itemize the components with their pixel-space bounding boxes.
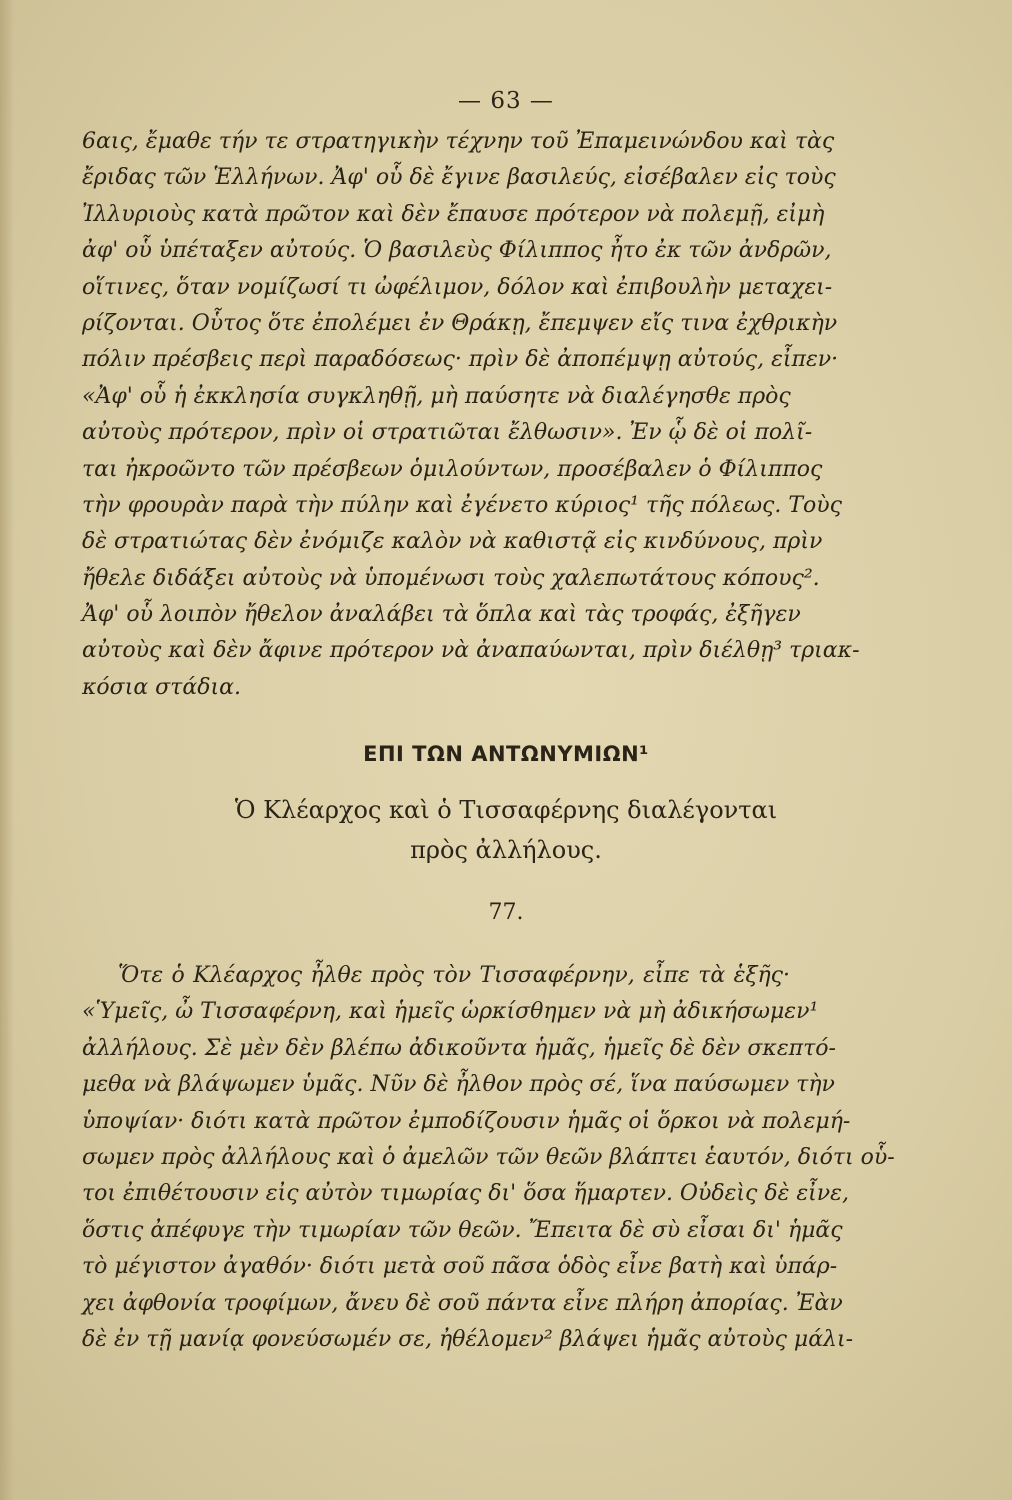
text-line: ἀλλήλους. Σὲ μὲν δὲν βλέπω ἀδικοῦντα ἡμᾶς, ἡμεῖς δὲ δὲν σκεπτό- — [82, 1035, 836, 1061]
paragraph-philip — [82, 124, 860, 706]
text-line: Ὅτε ὁ Κλέαρχος ἦλθε πρὸς τὸν Τισσαφέρνην, εἶπε τὰ ἑξῆς· — [118, 963, 790, 988]
text-line: ὑποψίαν· διότι κατὰ πρῶτον ἐμποδίζουσιν ἡμᾶς οἱ ὅρκοι νὰ πολεμή- — [82, 1108, 851, 1134]
text-line: μεθα νὰ βλάψωμεν ὑμᾶς. Νῦν δὲ ἦλθον πρὸς σέ, ἵνα παύσωμεν τὴν — [82, 1072, 835, 1098]
text-line: τὴν φρουρὰν παρὰ τὴν πύλην καὶ ἐγένετο κύριος¹ τῆς πόλεως. Τοὺς — [82, 492, 842, 518]
text-line: Ἰλλυριοὺς κατὰ πρῶτον καὶ δὲν ἔπαυσε πρότερον νὰ πολεμῇ, εἰμὴ — [82, 201, 825, 227]
text-line: ὅστις ἀπέφυγε τὴν τιμωρίαν τῶν θεῶν. Ἔπειτα δὲ σὺ εἶσαι δι' ἡμᾶς — [82, 1217, 843, 1243]
text-line: αὐτοὺς πρότερον, πρὶν οἱ στρατιῶται ἔλθωσιν». Ἐν ᾧ δὲ οἱ πολῖ- — [82, 420, 813, 446]
text-line: χει ἀφθονία τροφίμων, ἄνευ δὲ σοῦ πάντα εἶνε πλήρη ἀπορίας. Ἐὰν — [82, 1290, 843, 1316]
text-line: αὐτοὺς καὶ δὲν ἄφινε πρότερον νὰ ἀναπαύωνται, πρὶν διέλθῃ³ τριακ- — [82, 638, 860, 664]
section-subtitle-line2: πρὸς ἀλλήλους. — [410, 836, 602, 864]
text-line: κόσια στάδια. — [82, 674, 241, 700]
text-line: δὲ στρατιώτας δὲν ἐνόμιζε καλὸν νὰ καθιστᾷ εἰς κινδύνους, πρὶν — [82, 529, 823, 555]
text-line: 6αις, ἔμαθε τήν τε στρατηγικὴν τέχνην τοῦ Ἐπαμεινώνδου καὶ τὰς — [82, 129, 835, 154]
text-line: δὲ ἐν τῇ μανίᾳ φονεύσωμέν σε, ἠθέλομεν² βλάψει ἡμᾶς αὐτοὺς μάλι- — [82, 1326, 854, 1352]
text-line: ἤθελε διδάξει αὐτοὺς νὰ ὑπομένωσι τοὺς χαλεπωτάτους κόπους². — [82, 565, 820, 591]
page-number: — 63 — — [458, 88, 554, 114]
text-line: Ἀφ' οὗ λοιπὸν ἤθελον ἀναλάβει τὰ ὅπλα καὶ τὰς τροφάς, ἐξῆγεν — [82, 602, 801, 628]
text-line: οἵτινες, ὅταν νομίζωσί τι ὠφέλιμον, δόλον καὶ ἐπιβουλὴν μεταχει- — [82, 274, 833, 300]
text-line: πόλιν πρέσβεις περὶ παραδόσεως· πρὶν δὲ ἀποπέμψῃ αὐτούς, εἶπεν· — [82, 347, 839, 373]
section-number: 77. — [488, 900, 524, 925]
text-line: ἀφ' οὗ ὑπέταξεν αὐτούς. Ὁ βασιλεὺς Φίλιππος ἦτο ἐκ τῶν ἀνδρῶν, — [82, 238, 832, 264]
text-line: τοι ἐπιθέτουσιν εἰς αὐτὸν τιμωρίας δι' ὅσα ἥμαρτεν. Οὐδεὶς δὲ εἶνε, — [82, 1181, 849, 1207]
text-line: ἔριδας τῶν Ἑλλήνων. Ἀφ' οὗ δὲ ἔγινε βασιλεύς, εἰσέβαλεν εἰς τοὺς — [82, 165, 836, 191]
section-heading: ΕΠΙ ΤΩΝ ΑΝΤΩΝΥΜΙΩΝ¹ — [363, 742, 649, 766]
text-line: τὸ μέγιστον ἀγαθόν· διότι μετὰ σοῦ πᾶσα ὁδὸς εἶνε βατὴ καὶ ὑπάρ- — [82, 1254, 838, 1280]
text-line: ται ἠκροῶντο τῶν πρέσβεων ὁμιλούντων, προσέβαλεν ὁ Φίλιππος — [82, 456, 823, 482]
text-line: σωμεν πρὸς ἀλλήλους καὶ ὁ ἀμελῶν τῶν θεῶν βλάπτει ἑαυτόν, διότι οὗ- — [82, 1144, 895, 1170]
paragraph-clearchus — [82, 958, 895, 1358]
section-subtitle-line1: Ὁ Κλέαρχος καὶ ὁ Τισσαφέρνης διαλέγονται — [234, 796, 778, 824]
text-line: «Ὑμεῖς, ὦ Τισσαφέρνη, καὶ ἡμεῖς ὡρκίσθημεν νὰ μὴ ἀδικήσωμεν¹ — [82, 999, 819, 1025]
text-line: ρίζονται. Οὗτος ὅτε ἐπολέμει ἐν Θράκῃ, ἔπεμψεν εἴς τινα ἐχθρικὴν — [82, 310, 838, 336]
text-line: «Ἀφ' οὗ ἡ ἐκκλησία συγκληθῇ, μὴ παύσητε νὰ διαλέγησθε πρὸς — [82, 383, 791, 409]
